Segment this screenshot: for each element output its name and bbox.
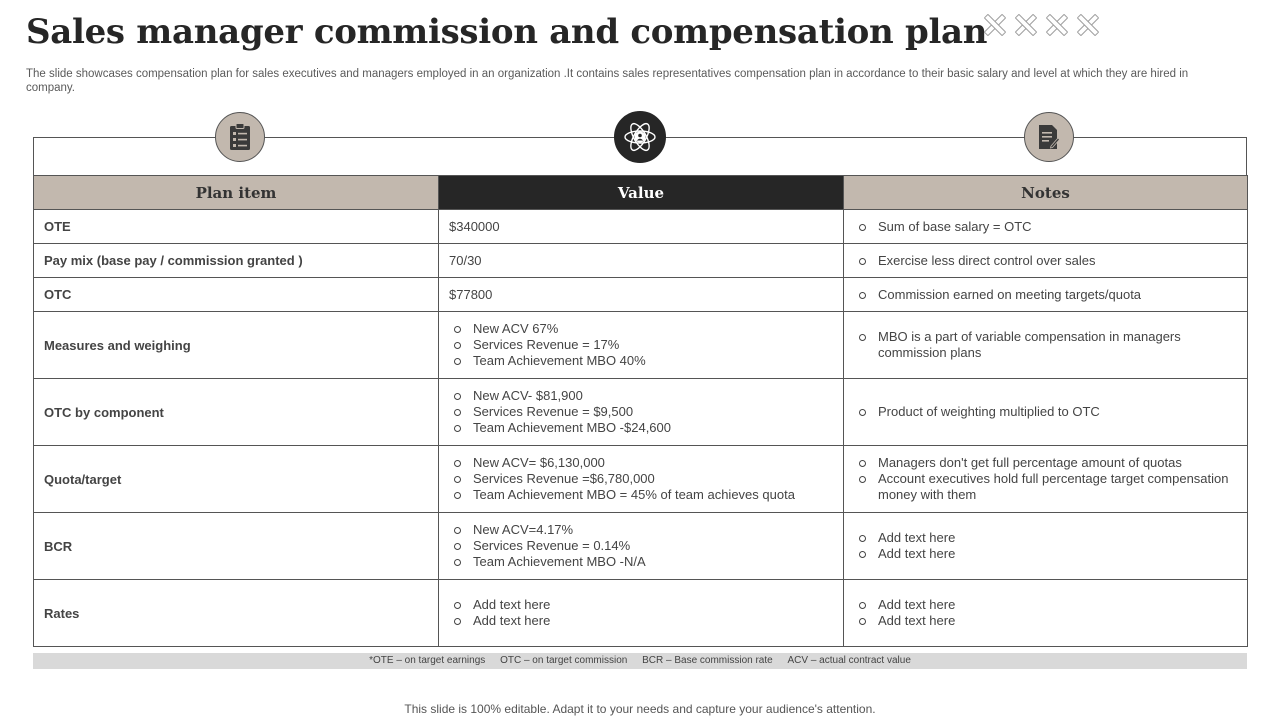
abbreviation-legend (33, 653, 1247, 669)
value-bullet: Team Achievement MBO = 45% of team achieves quota (449, 487, 843, 503)
value-bullet: Team Achievement MBO 40% (449, 353, 843, 369)
table-row (34, 580, 1248, 647)
value-bullet: Add text here (449, 613, 843, 629)
notes-cell (844, 446, 1248, 513)
value-bullet: Services Revenue = 0.14% (449, 538, 843, 554)
plan-item-cell: OTC (34, 278, 439, 312)
value-bullet: Team Achievement MBO -$24,600 (449, 420, 843, 436)
legend-item: OTC – on target commission (500, 655, 628, 666)
value-cell (439, 513, 844, 580)
value-bullet: New ACV- $81,900 (449, 388, 843, 404)
note-bullet: Add text here (854, 597, 1247, 613)
value-bullet: Services Revenue = $9,500 (449, 404, 843, 420)
value-cell (439, 379, 844, 446)
note-bullet: Exercise less direct control over sales (854, 253, 1247, 269)
legend-item: *OTE – on target earnings (369, 655, 486, 666)
compensation-table (33, 175, 1248, 647)
x-mark-icon (1045, 13, 1067, 35)
x-marks-decoration (983, 13, 1098, 35)
plan-item-cell: OTE (34, 210, 439, 244)
note-bullet: Add text here (854, 546, 1247, 562)
value-cell (439, 312, 844, 379)
note-bullet: Product of weighting multiplied to OTC (854, 404, 1247, 420)
header-value: Value (439, 176, 844, 210)
header-plan-item: Plan item (34, 176, 439, 210)
legend-item: ACV – actual contract value (787, 655, 911, 666)
notes-cell (844, 210, 1248, 244)
plan-item-cell: Pay mix (base pay / commission granted ) (34, 244, 439, 278)
plan-item-cell: BCR (34, 513, 439, 580)
atom-user-icon (614, 111, 666, 163)
value-bullet: New ACV=4.17% (449, 522, 843, 538)
note-bullet: MBO is a part of variable compensation in managers commission plans (854, 329, 1247, 361)
note-bullet: Commission earned on meeting targets/quota (854, 287, 1247, 303)
value-cell: $77800 (439, 278, 844, 312)
value-cell: 70/30 (439, 244, 844, 278)
value-bullet: Services Revenue = 17% (449, 337, 843, 353)
table-row (34, 210, 1248, 244)
table-row (34, 312, 1248, 379)
table-header-row (34, 176, 1248, 210)
notes-cell (844, 312, 1248, 379)
table-row (34, 446, 1248, 513)
value-bullet: New ACV= $6,130,000 (449, 455, 843, 471)
value-bullet: New ACV 67% (449, 321, 843, 337)
plan-item-cell: Quota/target (34, 446, 439, 513)
notes-cell (844, 244, 1248, 278)
note-bullet: Account executives hold full percentage target compensation money with them (854, 471, 1247, 503)
value-bullet: Team Achievement MBO -N/A (449, 554, 843, 570)
table-row (34, 379, 1248, 446)
plan-item-cell: Rates (34, 580, 439, 647)
notes-cell (844, 580, 1248, 647)
note-bullet: Sum of base salary = OTC (854, 219, 1247, 235)
x-mark-icon (1014, 13, 1036, 35)
plan-item-cell: Measures and weighing (34, 312, 439, 379)
page-subtitle: The slide showcases compensation plan for sales executives and managers employed in an organization .It contains sales representatives compensation plan in accordance to their basic salary and level at which they are hired in company. (26, 68, 1189, 94)
value-cell (439, 580, 844, 647)
value-bullet: Services Revenue =$6,780,000 (449, 471, 843, 487)
value-bullet: Add text here (449, 597, 843, 613)
legend-item: BCR – Base commission rate (642, 655, 773, 666)
page-title: Sales manager commission and compensation plan (26, 12, 988, 52)
notes-cell (844, 379, 1248, 446)
x-mark-icon (1076, 13, 1098, 35)
clipboard-checklist-icon (215, 112, 265, 162)
value-cell (439, 446, 844, 513)
x-mark-icon (983, 13, 1005, 35)
note-bullet: Add text here (854, 530, 1247, 546)
document-edit-icon (1024, 112, 1074, 162)
value-cell: $340000 (439, 210, 844, 244)
note-bullet: Add text here (854, 613, 1247, 629)
header-notes: Notes (844, 176, 1248, 210)
table-row (34, 244, 1248, 278)
footer-note: This slide is 100% editable. Adapt it to your needs and capture your audience's attention. (404, 702, 876, 716)
plan-item-cell: OTC by component (34, 379, 439, 446)
notes-cell (844, 513, 1248, 580)
table-row (34, 278, 1248, 312)
notes-cell (844, 278, 1248, 312)
table-row (34, 513, 1248, 580)
note-bullet: Managers don't get full percentage amount of quotas (854, 455, 1247, 471)
